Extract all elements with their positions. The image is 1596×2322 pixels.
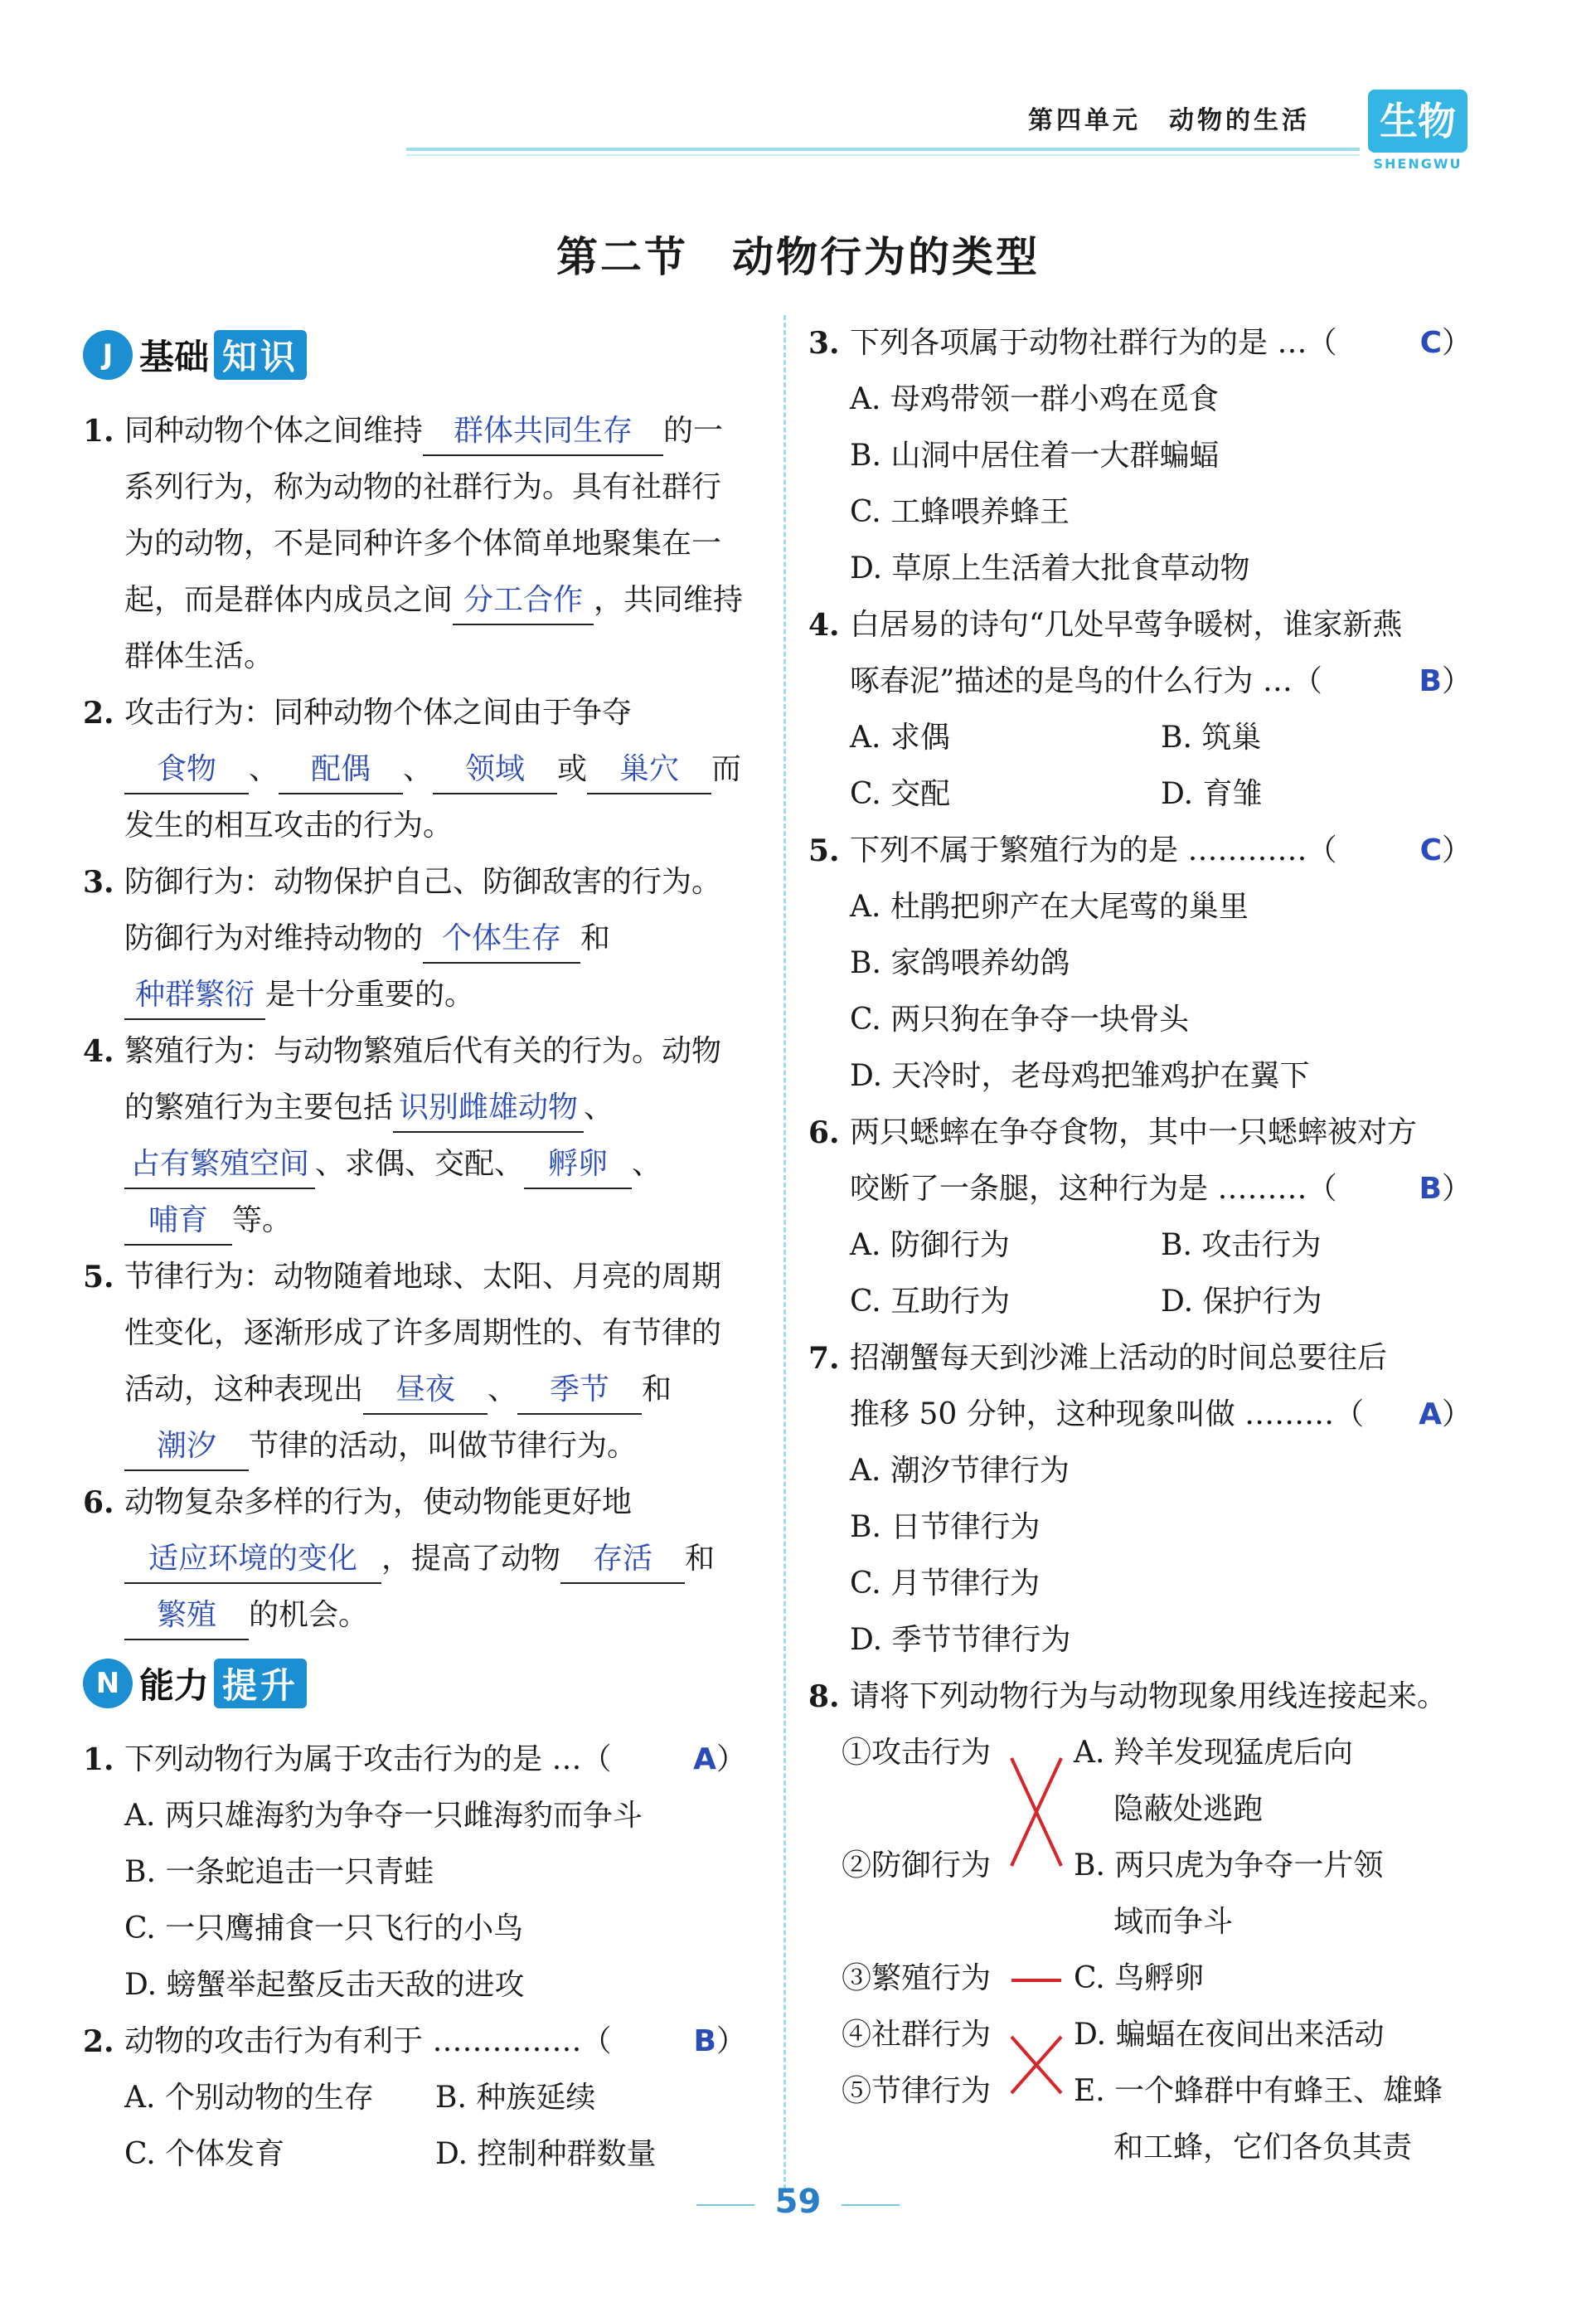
match-left-item: ③繁殖行为 (842, 1961, 992, 1995)
answer-blank: 识别雌雄动物 (393, 1085, 584, 1133)
page-number: 59 (774, 2183, 822, 2221)
section-label-highlight: 提升 (214, 1659, 307, 1708)
option: C. 交配 (850, 777, 951, 811)
option: B. 日节律行为 (850, 1510, 1041, 1544)
option: C. 月节律行为 (850, 1567, 1041, 1601)
right-column (808, 315, 1472, 2189)
section-label-highlight: 知识 (214, 330, 307, 380)
basic-question-5: 5. 节律行为：动物随着地球、太阳、月亮的周期性变化，逐渐形成了许多周期性的、有节律的活动，这种表现出 昼夜 、 季节 和潮汐 节律的活动，叫做节律行为。 (83, 1249, 746, 1474)
answer-blank: 配偶 (279, 746, 403, 794)
basic-question-4: 4. 繁殖行为：与动物繁殖后代有关的行为。动物的繁殖行为主要包括 识别雌雄动物 、占有繁殖空间 、求偶、交配、 孵卵 、哺育 等。 (83, 1023, 746, 1249)
option: A. 个别动物的生存 (124, 2081, 374, 2115)
answer-blank: 孵卵 (524, 1141, 632, 1189)
page-title: 第二节 动物行为的类型 (556, 233, 1040, 281)
option: A. 求偶 (850, 721, 950, 755)
answer-choice: C (1419, 833, 1442, 867)
option: A. 防御行为 (850, 1228, 1010, 1262)
option: D. 控制种群数量 (435, 2137, 657, 2171)
option: C. 互助行为 (850, 1285, 1011, 1319)
match-right-item: D. 蝙蝠在夜间出来活动 (1074, 2018, 1385, 2052)
answer-blank: 占有繁殖空间 (124, 1141, 315, 1189)
left-column (83, 315, 746, 2183)
option: C. 工蜂喂养蜂王 (850, 495, 1070, 529)
option: D. 育雏 (1161, 777, 1263, 811)
option: C. 两只狗在争夺一块骨头 (850, 1003, 1190, 1037)
option-row (808, 1217, 1472, 1274)
match-right-item-cont: 隐蔽处逃跑 (1113, 1792, 1264, 1826)
answer-blank: 潮汐 (124, 1423, 249, 1471)
section-label: 基础 (139, 337, 210, 377)
option-row (808, 1274, 1472, 1330)
match-right-item: C. 鸟孵卵 (1074, 1961, 1205, 1995)
match-right-item-cont: 和工蜂，它们各负其责 (1113, 2130, 1413, 2164)
option-row (808, 710, 1472, 766)
match-left-item: ⑤节律行为 (842, 2074, 992, 2108)
option-row (83, 2070, 746, 2126)
option: C. 个体发育 (124, 2137, 285, 2171)
section-icon: N (83, 1659, 133, 1708)
option: A. 潮汐节律行为 (850, 1454, 1070, 1488)
column-divider (783, 315, 786, 2189)
ability-question-2: 2. 动物的攻击行为有利于 ……………（ B） (83, 2024, 746, 2059)
answer-blank: 昼夜 (363, 1367, 488, 1415)
question-6: 6. 两只蟋蟀在争夺食物，其中一只蟋蟀被对方 咬断了一条腿，这种行为是 ………（ B） (808, 1115, 1472, 1206)
option-row (808, 766, 1472, 823)
answer-blank: 种群繁衍 (124, 972, 265, 1020)
match-right-item-cont: 域而争斗 (1113, 1905, 1234, 1939)
answer-blank: 存活 (560, 1536, 685, 1584)
option: B. 山洞中居住着一大群蝙蝠 (850, 439, 1220, 473)
answer-choice: C (1419, 326, 1442, 360)
answer-choice: B (1419, 1172, 1442, 1206)
answer-blank: 适应环境的变化 (124, 1536, 381, 1584)
section-icon: J (83, 330, 133, 380)
question-8: 8. 请将下列动物行为与动物现象用线连接起来。 (808, 1679, 1448, 1714)
header-rule-thin (406, 154, 1360, 156)
header-rule (406, 148, 1360, 151)
option: B. 一条蛇追击一只青蛙 (124, 1855, 434, 1889)
option: A. 两只雄海豹为争夺一只雌海豹而争斗 (124, 1799, 643, 1833)
subject-logo: 生物 (1368, 90, 1467, 153)
section-badge-basic (83, 323, 746, 386)
question-3: 3. 下列各项属于动物社群行为的是 …（ C） (808, 326, 1472, 361)
match-left-item: ②防御行为 (842, 1848, 992, 1882)
page-number-dash-right (842, 2204, 900, 2206)
match-left-item: ①攻击行为 (842, 1736, 992, 1770)
option: B. 筑巢 (1161, 721, 1262, 755)
option: D. 季节节律行为 (850, 1623, 1071, 1657)
answer-choice: A (1419, 1397, 1442, 1431)
basic-question-3: 3. 防御行为：动物保护自己、防御敌害的行为。防御行为对维持动物的 个体生存 和种群繁衍 是十分重要的。 (83, 854, 746, 1023)
question-5: 5. 下列不属于繁殖行为的是 …………（ C） (808, 833, 1472, 868)
answer-choice: B (693, 2024, 716, 2058)
unit-label: 第四单元 动物的生活 (1028, 106, 1310, 135)
option: C. 一只鹰捕食一只飞行的小鸟 (124, 1912, 524, 1946)
section-badge-ability (83, 1652, 746, 1715)
basic-question-6: 6. 动物复杂多样的行为，使动物能更好地适应环境的变化 ，提高了动物 存活 和繁殖 的机会。 (83, 1474, 746, 1644)
question-4: 4. 白居易的诗句“几处早莺争暖树，谁家新燕 啄春泥”描述的是鸟的什么行为 …（ B） (808, 608, 1472, 698)
option: B. 攻击行为 (1161, 1228, 1322, 1262)
answer-blank: 群体共同生存 (423, 408, 663, 456)
answer-blank: 分工合作 (453, 577, 594, 625)
subject-logo-sub: SHENGWU (1373, 156, 1463, 172)
matching-exercise (808, 1725, 1472, 2189)
option: A. 杜鹃把卵产在大尾莺的巢里 (850, 890, 1249, 924)
match-right-item: B. 两只虎为争夺一片领 (1074, 1848, 1384, 1882)
answer-blank: 个体生存 (423, 916, 580, 964)
answer-choice: B (1419, 664, 1442, 698)
match-lines (808, 1725, 1472, 2189)
option: D. 螃蟹举起螯反击天敌的进攻 (124, 1968, 525, 2002)
answer-blank: 繁殖 (124, 1592, 249, 1640)
basic-question-1: 1. 同种动物个体之间维持 群体共同生存 的一系列行为，称为动物的社群行为。具有社群行为的动物，不是同种许多个体简单地聚集在一起，而是群体内成员之间 分工合作 ，共同维持群体生活。 (83, 403, 746, 685)
option: B. 种族延续 (435, 2081, 596, 2115)
option: D. 草原上生活着大批食草动物 (850, 551, 1250, 585)
match-left-item: ④社群行为 (842, 2018, 992, 2052)
answer-blank: 季节 (517, 1367, 642, 1415)
option: D. 保护行为 (1161, 1285, 1322, 1319)
option: A. 母鸡带领一群小鸡在觅食 (850, 382, 1219, 416)
answer-blank: 食物 (124, 746, 249, 794)
answer-choice: A (693, 1742, 716, 1776)
answer-blank: 领域 (433, 746, 557, 794)
match-right-item: A. 羚羊发现猛虎后向 (1074, 1736, 1353, 1770)
option-row (83, 2126, 746, 2183)
section-label: 能力 (139, 1665, 210, 1706)
question-7: 7. 招潮蟹每天到沙滩上活动的时间总要往后 推移 50 分钟，这种现象叫做 ………（ A） (808, 1341, 1472, 1431)
basic-question-2: 2. 攻击行为：同种动物个体之间由于争夺食物 、 配偶 、 领域 或 巢穴 而发生的相互攻击的行为。 (83, 696, 742, 843)
page-header (0, 0, 1596, 182)
answer-blank: 哺育 (124, 1197, 232, 1246)
match-right-item: E. 一个蜂群中有蜂王、雄蜂 (1074, 2074, 1443, 2108)
answer-blank: 巢穴 (587, 746, 711, 794)
option: D. 天冷时，老母鸡把雏鸡护在翼下 (850, 1059, 1310, 1093)
option: B. 家鸽喂养幼鸽 (850, 946, 1070, 980)
ability-question-1: 1. 下列动物行为属于攻击行为的是 …（ A） (83, 1742, 746, 1777)
